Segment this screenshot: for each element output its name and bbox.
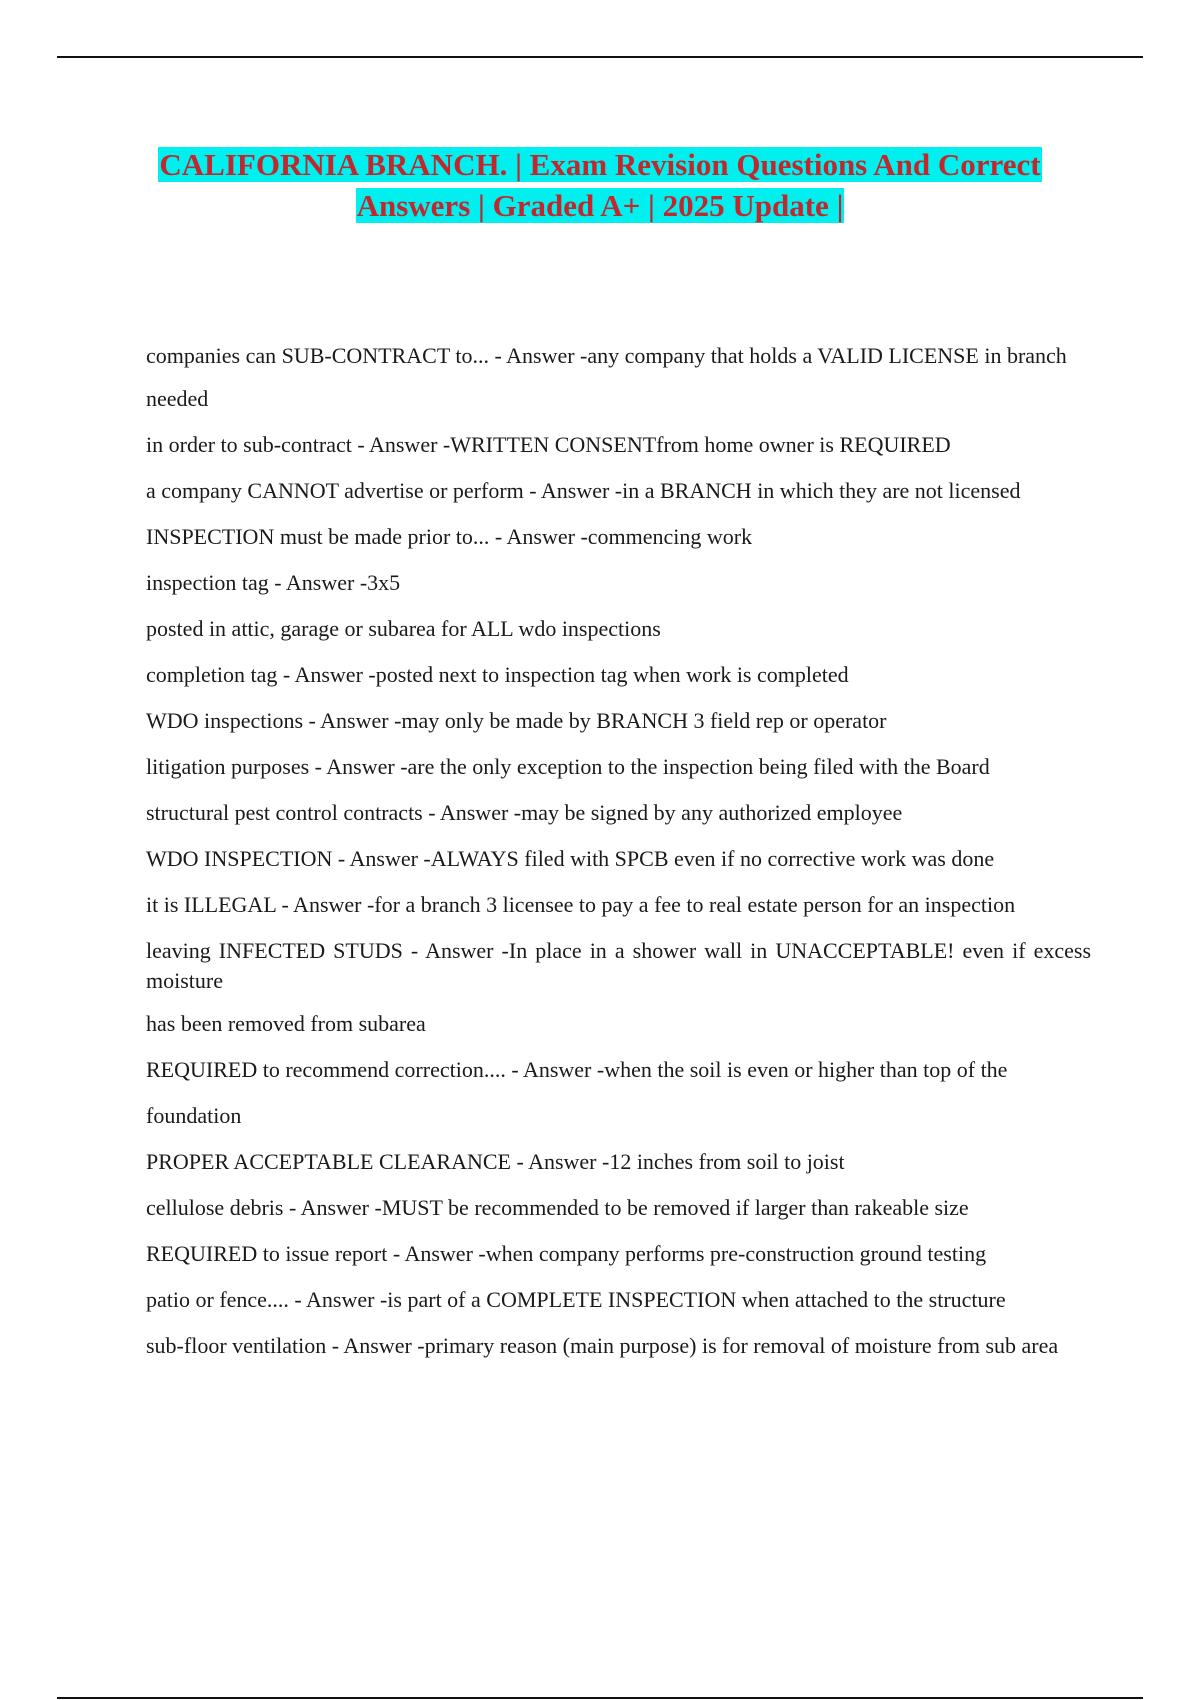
qa-entry: needed [146,386,209,411]
qa-entry: a company CANNOT advertise or perform - Answer -in a BRANCH in which they are not licensed [146,478,1021,503]
document-title [100,144,1100,226]
qa-entry: completion tag - Answer -posted next to inspection tag when work is completed [146,662,849,687]
qa-entry: has been removed from subarea [146,1011,426,1036]
qa-entry: sub-floor ventilation - Answer -primary reason (main purpose) is for removal of moisture from sub area [146,1333,1059,1358]
qa-entry: foundation [146,1103,242,1128]
qa-entry: litigation purposes - Answer -are the only exception to the inspection being filed with the Board [146,754,990,779]
qa-entry: structural pest control contracts - Answer -may be signed by any authorized employee [146,800,903,825]
qa-entry: REQUIRED to issue report - Answer -when company performs pre-construction ground testing [146,1241,987,1266]
qa-entry: companies can SUB-CONTRACT to... - Answer -any company that holds a VALID LICENSE in branch [146,343,1067,368]
qa-entry: REQUIRED to recommend correction.... - Answer -when the soil is even or higher than top of the [146,1057,1008,1082]
qa-entry: inspection tag - Answer -3x5 [146,570,401,595]
qa-entry: INSPECTION must be made prior to... - Answer -commencing work [146,524,753,549]
qa-entry: posted in attic, garage or subarea for ALL wdo inspections [146,616,661,641]
qa-entry: WDO INSPECTION - Answer -ALWAYS filed with SPCB even if no corrective work was done [146,846,995,871]
qa-entry: in order to sub-contract - Answer -WRITTEN CONSENTfrom home owner is REQUIRED [146,432,951,457]
title-line-1: CALIFORNIA BRANCH. | Exam Revision Questions And Correct [159,147,1041,182]
top-rule [57,56,1143,58]
title-line-2: Answers | Graded A+ | 2025 Update | [356,188,844,223]
qa-entry: patio or fence.... - Answer -is part of a COMPLETE INSPECTION when attached to the structure [146,1287,1006,1312]
qa-entry: leaving INFECTED STUDS - Answer -In place in a shower wall in UNACCEPTABLE! even if excess moisture [146,938,1091,993]
qa-entry: PROPER ACCEPTABLE CLEARANCE - Answer -12 inches from soil to joist [146,1149,845,1174]
qa-entry: it is ILLEGAL - Answer -for a branch 3 licensee to pay a fee to real estate person for an inspection [146,892,1016,917]
qa-entry: WDO inspections - Answer -may only be made by BRANCH 3 field rep or operator [146,708,887,733]
qa-entry: cellulose debris - Answer -MUST be recommended to be removed if larger than rakeable size [146,1195,969,1220]
bottom-rule [57,1697,1143,1699]
qa-list [146,341,1091,1377]
